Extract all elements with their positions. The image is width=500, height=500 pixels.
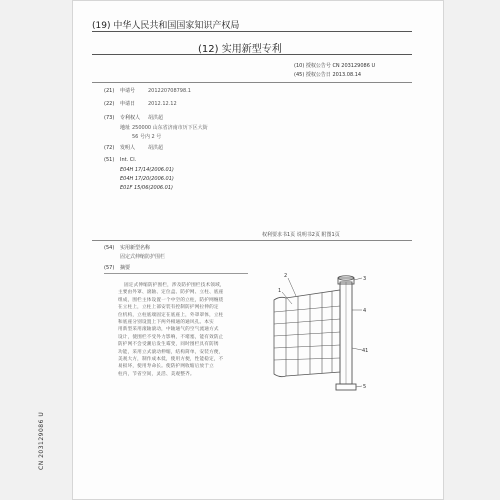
publication-date: (45) 授权公告日 2013.08.14 <box>294 72 362 78</box>
abstract-line: 功能，采用立式滚动伸缩，结构简单，安装方便， <box>118 349 224 355</box>
field-label: 申请日 <box>120 101 136 107</box>
field-value: 胡洪超 <box>148 145 164 151</box>
abstract-line: 主要由外罩、滚轴、定位盒、防护网、立柱、底座 <box>118 290 224 296</box>
side-publication-number: CN 203129086 U <box>38 411 45 470</box>
field-label: 发明人 <box>120 145 136 151</box>
abstract-line: 和底座分别设置上下两外相通的通风孔。本实 <box>118 320 214 326</box>
office-header: (19) 中华人民共和国国家知识产权局 <box>92 21 240 31</box>
address-line-1: 250000 山东省济南市历下区大街 <box>132 125 208 131</box>
label-41: 41 <box>362 348 369 354</box>
abstract-text <box>118 282 246 378</box>
patentee <box>104 114 163 121</box>
header-rule-1 <box>92 31 412 32</box>
utility-model-title-label <box>104 244 150 251</box>
mesh-vertical-lines <box>286 291 332 376</box>
fence-drawing <box>252 270 372 400</box>
biblio-rule-bottom <box>92 240 412 241</box>
classification-3: E01F 15/06(2006.01) <box>120 185 173 191</box>
label-3: 3 <box>363 276 367 282</box>
application-date <box>104 100 177 107</box>
abstract-line: 组成，围栏主体设置一个中空的立柱，防护网缠绕 <box>118 297 224 303</box>
inid-code: (54) <box>104 245 115 251</box>
abstract-rule <box>104 273 248 274</box>
abstract-line: 柱内，节省空间，灵活、美观整齐。 <box>118 371 195 377</box>
classification-1: E04H 17/14(2006.01) <box>120 167 174 173</box>
label-1: 1 <box>278 288 282 294</box>
classification-2: E04H 17/20(2006.01) <box>120 176 174 182</box>
inid-code: (57) <box>104 265 115 271</box>
abstract-line: 用新型采用滚轴滚动，中轴通气的空气流通方式 <box>118 327 219 333</box>
biblio-rule-top <box>92 82 412 83</box>
page-count-note: 权利要求书1页 说明书2页 附图1页 <box>262 232 340 238</box>
mesh-horizontal-lines <box>274 306 340 360</box>
address-label: 地址 <box>120 125 131 131</box>
inid-code: (72) <box>104 145 115 151</box>
abstract-line: 防护网不会受潮后发生霉变，同时围栏具有防锈 <box>118 342 219 348</box>
label-4: 4 <box>363 308 367 314</box>
field-value: 2012.12.12 <box>148 101 177 107</box>
field-value: 201220708798.1 <box>148 88 191 94</box>
field-label: 申请号 <box>120 88 136 94</box>
inid-code: (73) <box>104 115 115 121</box>
field-label: 实用新型名称 <box>120 245 151 251</box>
base <box>336 384 356 390</box>
field-value: 胡洪超 <box>148 115 164 121</box>
inid-code: (22) <box>104 101 115 107</box>
abstract-line: 固定式伸缩防护围栏，涉及防护围栏技术领域， <box>124 283 225 288</box>
int-cl <box>104 157 148 163</box>
inid-code: (21) <box>104 88 115 94</box>
application-number <box>104 87 191 94</box>
abstract-line: 在立柱上，立柱上部安装有控制防护网拉伸的定 <box>118 305 219 311</box>
field-label: 摘要 <box>120 265 131 271</box>
field-label: Int. Cl. <box>120 157 137 163</box>
utility-model-title <box>120 253 165 260</box>
inid-code: (51) <box>104 157 115 163</box>
abstract-label <box>104 264 130 271</box>
abstract-line: 美观大方，制作成本低，使用方便，性能稳定，不 <box>118 357 224 363</box>
label-2: 2 <box>284 273 288 279</box>
label-5: 5 <box>363 384 367 390</box>
address <box>120 124 208 131</box>
title-value: 固定式伸缩防护围栏 <box>120 254 166 260</box>
field-label: 专利权人 <box>120 115 141 121</box>
mesh-outline <box>274 290 340 377</box>
abstract-line: 设计，使围栏不受外力影响，不堵塞，能有效防止 <box>118 334 224 340</box>
abstract-line: 位机构，立柱底端固定在底座上，外罩罩体，立柱 <box>118 312 224 318</box>
abstract-line: 易损坏，使用寿命长。使防护网收缩后放于立 <box>118 364 214 370</box>
address-line-2 <box>132 133 161 140</box>
header-rule-2 <box>92 54 412 55</box>
publication-number: (10) 授权公告号 CN 203129086 U <box>294 63 376 69</box>
address-line-2-text: 56 号内 2 号 <box>132 134 162 140</box>
inventor <box>104 144 163 151</box>
document-type: (12) 实用新型专利 <box>198 44 282 55</box>
